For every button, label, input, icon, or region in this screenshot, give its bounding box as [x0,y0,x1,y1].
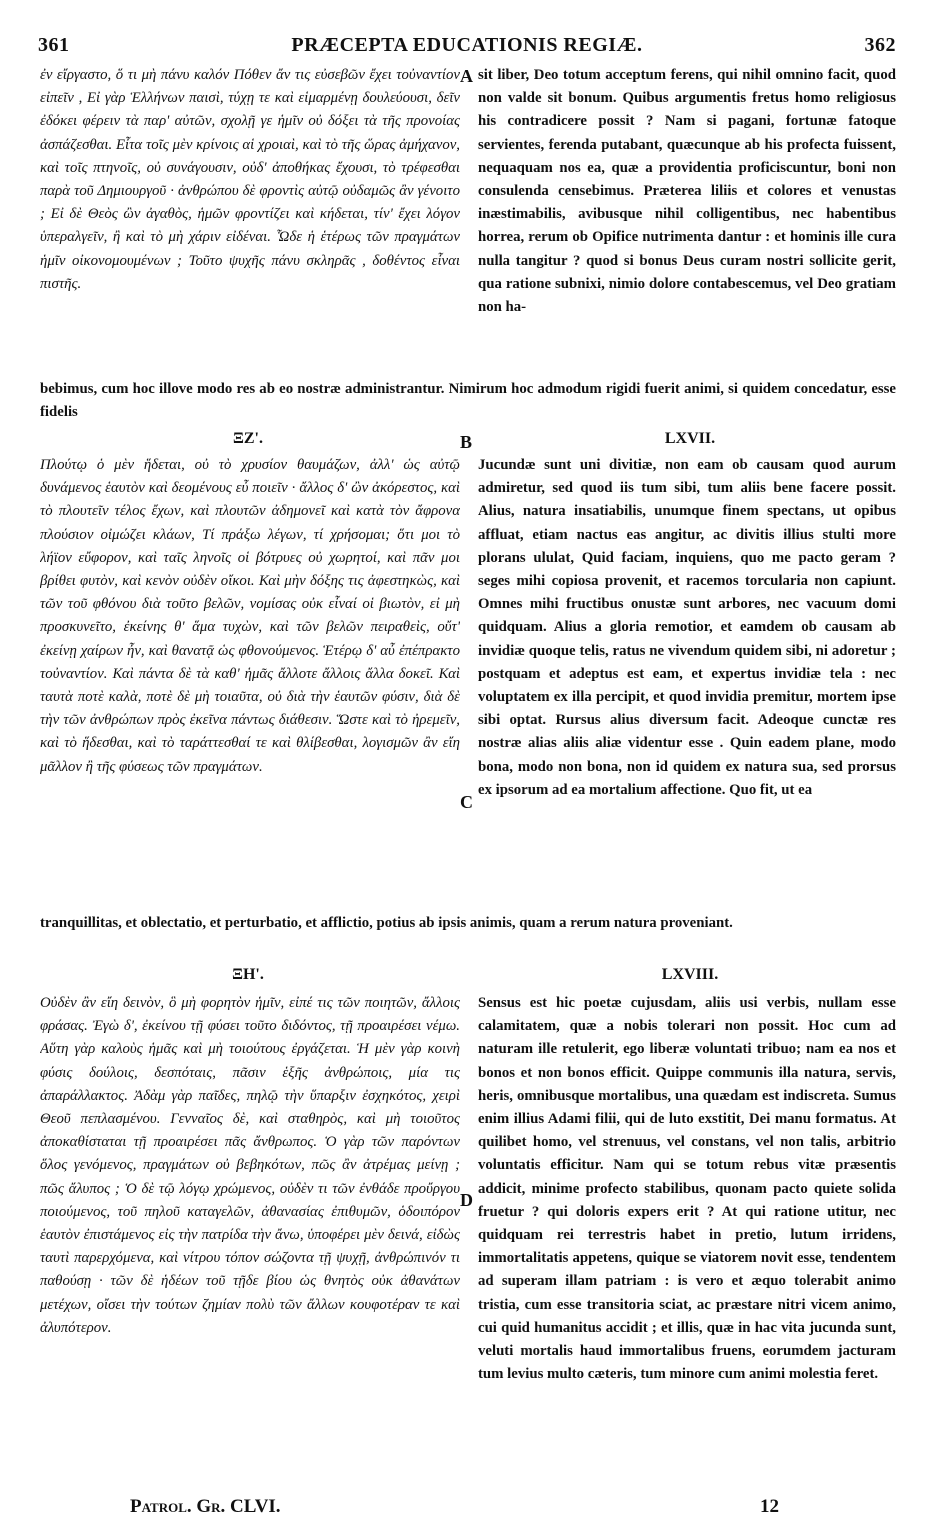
latin-section-heading-67: LXVII. [664,430,716,447]
greek-column-67 [40,454,460,914]
running-title: PRÆCEPTA EDUCATIONIS REGIÆ. [291,34,643,56]
latin-text-67: Jucundæ sunt uni divitiæ, non eam ob causam quod aurum admiretur, sed quod iis tum sibi, tum aliis bene facere possit. Alius, natura insatiabilis, unumque finem spectans, ut opibus affluat, etiam nactus eas angitur, ac divitis illius stulti more plorans ululat, Quid faciam, inquiens, quo me pacto geram ? seges mihi copiosa provenit, et racemos torcularia non capiunt. Omnes mihi fructibus onustæ sunt arbores, nec vacuum domi quidquam. Alius a gloria remotior, et eamdem ob causam ab invidiæ quoque telis, ratus ne vivendum quidem sibi, ni adoretur ; postquam et adeptus est eam, et expertus invidiæ tela : nec voluptatem ex illa percipit, et quod invidia premitur, mortem ipse sibi optat. Rursus alius diversum facit. Adeoque cunctæ res nostræ alias aliis aliæ videntur esse . Quin eadem plane, modo bona, modo non bona, non id quidem ex natura sua, sed prorsus ex ipsorum ad ea mortalium affectione. Quo fit, ut ea [478,457,896,798]
greek-column-68 [40,992,460,1472]
greek-section-heading-68: ΞΗ'. [232,966,264,983]
fullwidth-text-block1-p: bebimus, cum hoc illove modo res ab eo nostræ administrantur. Nimirum hoc admodum rigidi fuerit animi, si quidem concedatur, esse fidelis [40,381,896,421]
footer-signature-number: 12 [760,1496,779,1517]
fullwidth-text-67 [40,912,896,935]
latin-column-block1 [478,64,896,376]
left-page-number: 361 [38,34,70,56]
greek-text-68: Οὐδὲν ἂν εἴη δεινὸν, ὃ μὴ φορητὸν ἡμῖν, εἰπέ τις τῶν ποιητῶν, ἄλλοις φράσας. Ἐγὼ δ', ἐκείνου τῇ φύσει τοῦτο διδόντος, τῇ προαιρέσει νέμω. Αὕτη γὰρ καλοὺς ἡμᾶς καὶ μὴ τοιούτους ἐργάζεται. Ἡ μὲν γὰρ κοινὴ φύσις δούλοις, δεσπόταις, πᾶσιν ἑξῆς ἀνθρώποις, μία τις ἀπαράλλακτος. Ἀδὰμ γὰρ παῖδες, πηλῷ τὴν ὕπαρξιν ἐσχηκότος, χειρὶ Θεοῦ πεπλασμένου. Γενναῖος δὲ, καὶ σταθηρὸς, καὶ μὴ τοιοῦτος ἀποκαθίσταται τῇ προαιρέσει πᾶς ἄνθρωπος. Ὁ γὰρ τῶν παρόντων ὅλος γενόμενος, πραγμάτων οὐ βεβηκότων, πῶς ἂν ἀτρέμας μείνῃ ; πῶς ἄλυπος ; Ὁ δὲ τῷ λόγῳ χρώμενος, οὐδὲν τι τῶν ἐνθάδε προὔργου ποιούμενος, τοῦ πηλοῦ καταγελῶν, ἀθανασίας ἐπιθυμῶν, ὁδοιπόρον ἑαυτὸν ἐπιστάμενος εἰς τὴν πατρίδα τὴν ἄνω, ὑποφέρει μὲν δεινά, εἰδὼς ταυτὶ παρερχόμενα, καὶ νίτρου τόπον σώζοντα τῇ ψυχῇ, ἀνθρώπινόν τι παθούσῃ · τῶν δὲ ἡδέων τοῦ τῇδε βίου ὡς θνητὸς οὐκ ἀθανάτων μετέχων, οἴσει τὴν τούτων ζημίαν πολὺ τῶν ἄλλων κουφοτέραν τε καὶ ἀλυπότερον. [40,995,460,1336]
greek-section-heading-67: ΞΖ'. [233,430,263,447]
margin-marker-b: B [460,432,473,452]
margin-marker-d: D [460,1190,473,1210]
greek-text-block1: ἐν εἴργαστο, ὅ τι μὴ πάνυ καλόν Πόθεν ἄν τις εὐσεβῶν ἔχει τοὐναντίον εἰπεῖν , Εἰ γὰρ Ἑλλήνων παισὶ, τύχῃ τε καὶ εἱμαρμένῃ δουλεύουσι, δεῖν ἐδόκει φέρειν τὰ παρ' αὐτῶν, σχολῇ γε ἡμῖν οὐ δόξει τὰ τῆς προνοίας ἀσπάζεσθαι. Εἶτα τοῖς μὲν κρίνοις αἱ χροιαὶ, καὶ τὸ τῆς ὥρας ἀμήχανον, καὶ τοῖς πτηνοῖς, οὐ συνάγουσιν, οὐδ' ἀποθήκας ἔχουσι, τὸ τρέφεσθαι παρὰ τοῦ Δημιουργοῦ · ἀνθρώπου δὲ φροντὶς αὐτῷ οὐδαμῶς ἂν γένοιτο ; Εἰ δὲ Θεὸς ὢν ἀγαθὸς, ἡμῶν φροντίζει καὶ κήδεται, τίν' ἔχει λόγον ὑπεραλγεῖν, ἢ καὶ τὸ μὴ χάριν εἰδέναι. Ὧδε ἡ ἑτέρως τῶν πραγμάτων ἡμῖν οἰκονομουμένων ; Τοῦτο ψυχῆς πάνυ σκληρᾶς , δοθέντος εἶναι πιστῆς. [40,67,460,292]
greek-text-67: Πλούτῳ ὁ μὲν ἥδεται, οὐ τὸ χρυσίον θαυμάζων, ἀλλ' ὡς αὐτῷ δυνάμενος ἑαυτὸν καὶ δεομένους εὖ ποιεῖν · ἄλλος δ' ὢν ἀκόρεστος, καὶ τὸ πλουτεῖν τέλος ἔχων, καὶ πλουτῶν ἀδημονεῖ καὶ κατὰ τὸν ἄφρονα πλούσιον οἰμώζει κλάων, Τί πράξω λέγων, τί χρήσομαι; ὅτι μοι τὸ λήϊον εὔφορον, καὶ ταῖς ληνοῖς οἱ βότρυες οὐ χωρητοί, καὶ πᾶν μοι βρίθει φυτὸν, καὶ κενὸν οὐδὲν οἴκοι. Καὶ μὴν δόξης τις ἀφεστηκὼς, καὶ τῶν τοῦ φθόνου διὰ τοῦτο βελῶν, νομίσας οὐκ εἶναί οἱ βιωτὸν, εἰ μὴ προσκυνεῖτο, ἐκείνης θ' ἅμα τυχὼν, καὶ τῶν βελῶν πειραθεὶς, οὔτ' ἐκείνῃ χαίρων ἦν, καὶ θανατᾷ ὡς φθονούμενος. Ἑτέρῳ δ' αὖ ἐπέπρακτο τοὐναντίον. Καὶ πάντα δὲ τὰ καθ' ἡμᾶς ἄλλοτε ἄλλοις ἄλλα δοκεῖ. Καὶ ταυτὰ ποτὲ καλὰ, ποτὲ δὲ μὴ τοιαῦτα, οὐ διὰ τὴν ἑαυτῶν φύσιν, διὰ δὲ τὴν τῶν ἀνθρώπων πρὸς ἐκεῖνα πάντως διάθεσιν. Ὥστε καὶ τὸ ἠρεμεῖν, καὶ τὸ ἥδεσθαι, καὶ τὸ ταράττεσθαί τε καὶ θλίβεσθαι, λογισμῶν ἂν εἴη μᾶλλον ἢ τῆς φύσεως τῶν πραγμάτων. [40,457,460,775]
latin-column-68 [478,992,896,1472]
fullwidth-text-67-p: tranquillitas, et oblectatio, et perturbatio, et afflictio, potius ab ipsis animis, quam a rerum natura proveniant. [40,915,733,931]
fullwidth-text-block1 [40,378,896,424]
margin-marker-c: C [460,792,473,812]
margin-marker-a: A [460,66,473,86]
greek-column-block1 [40,64,460,376]
latin-text-block1: sit liber, Deo totum acceptum ferens, qui nihil omnino facit, quod non valde sit bonum. Quibus argumentis fretus homo religiosus his contradicere possit ? Nam si pagani, fortunæ fatoque servientes, ferenda putabant, quæcunque ab his profecta fuissent, nequaquam nos ea, quæ a providentia proficiscuntur, boni non consulenda censebimus. Præterea liliis et colores et venustas inæstimabilis, avibusque nihil colligentibus, nec habentibus horrea, rerum ob Opifice nutrimenta dantur : et hominis ille cura nulla tangitur ? quod si bonus Deus curam nostri sollicite gerit, qua ratione subnixi, nimio dolore contabescemus, vel Deo gratiam non ha- [478,67,896,316]
footer-volume: Patrol. Gr. CLVI. [130,1496,281,1517]
latin-column-67 [478,454,896,914]
latin-section-heading-68: LXVIII. [661,966,719,983]
right-page-number: 362 [864,34,896,56]
latin-text-68: Sensus est hic poetæ cujusdam, aliis usi verbis, nullam esse calamitatem, quæ a nobis tolerari non possit. Hoc cum ad naturam ille retulerit, ego liberæ voluntati tribuo; nam ea nos et bonos et non bonos efficit. Quippe communis illa natura, servis, heris, omnibusque mortalibus, una quædam est indiscreta. Sumus enim illius Adami filii, qui de luto exstitit, Dei manu formatus. At quilibet homo, vel strenuus, vel constans, vel non talis, arbitrio voluntatis efficitur. Nam qui se totum rebus vitæ præsentis addicit, minime profecto stabilibus, quonam pacto quiete solida fruetur ? qui doloris expers erit ? At qui ratione utitur, nec quidquam rei terrestris habet in pretio, lutum irridens, immortalitatis appetens, quique se viatorem novit esse, tendentem ad superam illam patriam : is vero et æquo tolerabit animo tristia, cum esse transitoria sciat, ac præstare nitri vicem animo, cui quid humanitus accidit ; et illis, quæ in hac vita jucunda sunt, veluti mortalis haud immortalibus fruens, eorumdem jacturam tum levius multo cæteris, tum minore cum animi molestia feret. [478,995,896,1383]
running-header [38,34,896,60]
